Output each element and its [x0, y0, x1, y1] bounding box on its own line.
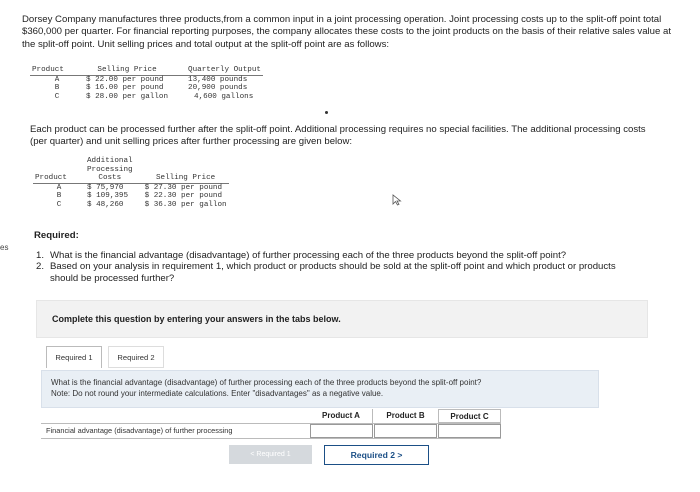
question-box — [41, 370, 599, 408]
question-text: What is the financial advantage (disadvantage) of further processing each of the three products beyond the split-off point? — [51, 378, 482, 387]
instruction-box — [36, 300, 648, 338]
stray-dot — [325, 111, 328, 114]
col-output-header: Quarterly Output — [170, 66, 263, 75]
tab-required-2[interactable]: Required 2 — [108, 346, 164, 368]
table-row: B $ 109,395 $ 22.30 per pound — [56, 192, 223, 201]
header-product-a: Product A — [310, 409, 373, 423]
product-c-input[interactable] — [438, 424, 501, 438]
product-a-input[interactable] — [310, 424, 373, 438]
mouse-cursor-icon — [392, 194, 402, 209]
list-item: 2. Based on your analysis in requirement 1, which product or products should be sold at the split-off point and which product or products should be processed further? — [36, 261, 616, 284]
table-row: A $ 22.00 per pound 13,400 pounds — [54, 75, 248, 84]
header-product-c: Product C — [438, 409, 501, 423]
prev-button[interactable]: < Required 1 — [229, 445, 312, 464]
further-processing-text: Each product can be processed further after the split-off point. Additional processing requires no special facilities. The additional processing costs (per quarter) and unit selling prices after further processing are given below: — [30, 124, 646, 148]
col-product-header: Product — [30, 66, 84, 75]
col-price-header: Selling Price — [84, 66, 170, 75]
required-heading: Required: — [34, 230, 79, 241]
question-note: Note: Do not round your intermediate calculations. Enter "disadvantages" as a negative value. — [51, 389, 384, 398]
instruction-text: Complete this question by entering your answers in the tabs below. — [52, 314, 341, 324]
row-label: Financial advantage (disadvantage) of further processing — [46, 426, 233, 435]
col-price-header: Selling Price — [135, 174, 229, 183]
tab-required-1[interactable]: Required 1 — [46, 346, 102, 368]
next-button[interactable]: Required 2 > — [324, 445, 429, 465]
further-processing-table: Additional Processing Product Costs Selling Price A $ 75,970 $ 27.30 per pound B $ 109,395 $ 22.30 per pound C $ 48,260 $ 36.30 per gallon — [35, 157, 227, 209]
split-off-table — [30, 66, 263, 101]
table-row: C $ 48,260 $ 36.30 per gallon — [56, 200, 227, 209]
table-row: C $ 28.00 per gallon 4,600 gallons — [54, 92, 254, 101]
col-product-header: Product — [33, 174, 85, 183]
required-list — [36, 250, 646, 284]
answer-grid — [41, 409, 596, 438]
divider — [41, 438, 501, 439]
problem-intro: Dorsey Company manufactures three products,from a common input in a joint processing operation. Joint processing costs up to the split-off point total $360,000 per quarter. For financial reporting purposes, the company allocates these costs to the joint products on the basis of their relative sales value at the split-off point. Unit selling prices and total output at the split-off point are as follows: — [22, 14, 672, 50]
header-product-b: Product B — [386, 411, 425, 420]
list-item: 1. What is the financial advantage (disadvantage) of further processing each of the three products beyond the split-off point? — [36, 250, 567, 261]
table-row: B $ 16.00 per pound 20,900 pounds — [54, 84, 248, 93]
col-costs-header: Costs — [85, 174, 135, 183]
table-row: A $ 75,970 $ 27.30 per pound — [56, 183, 223, 192]
clipped-fragment: es — [0, 243, 9, 252]
product-b-input[interactable] — [374, 424, 437, 438]
